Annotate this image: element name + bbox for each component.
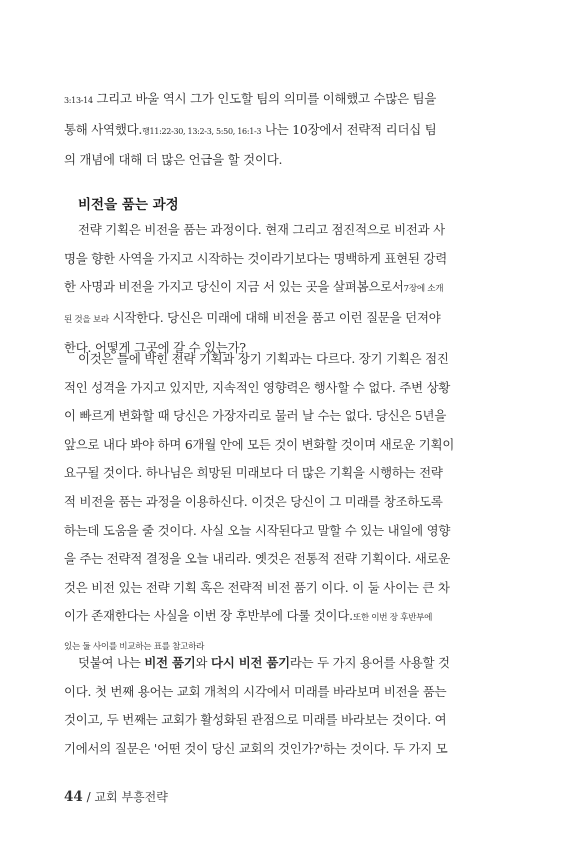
footer-separator: /	[82, 790, 95, 804]
intro-paragraph	[64, 85, 514, 175]
intro-line-1	[64, 85, 514, 116]
intro-text: 통해 사역했다.	[64, 121, 143, 137]
scripture-reference: 행11:22-30, 13:2-3, 5:50, 16:1-3	[142, 126, 262, 136]
paragraph-line	[64, 602, 514, 633]
paragraph-line: 적인 성격을 가지고 있지만, 지속적인 영향력은 행사할 수 없다. 주변 상황	[64, 379, 451, 395]
paragraph-2	[64, 345, 514, 659]
paragraph-text: 시작한다. 당신은 미래에 대해 비전을 품고 이런 질문을 던져야	[108, 309, 441, 325]
page-number: 44	[64, 789, 83, 805]
paragraph-line: 것이고, 두 번째는 교회가 활성화된 관점으로 미래를 바라보는 것이다. 여	[64, 712, 447, 728]
paragraph-line: 요구될 것이다. 하나님은 희망된 미래보다 더 많은 기획을 시행하는 전략	[64, 465, 443, 481]
scripture-reference: 3:13-14	[64, 96, 93, 105]
paragraph-text: 라는 두 가지 용어를 사용할 것	[289, 655, 450, 670]
paragraph-line: 하는데 도움을 줄 것이다. 사실 오늘 시작된다고 말할 수 있는 내일에 영향	[64, 522, 451, 538]
intro-line-3: 의 개념에 대해 더 많은 언급을 할 것이다.	[64, 152, 283, 168]
paragraph-line: 명을 향한 사역을 가지고 시작하는 것이라기보다는 명백하게 표현된 강력	[64, 250, 447, 266]
inline-note: 7장에 소개	[403, 284, 444, 295]
paragraph-line: 것은 비전 있는 전략 기획 혹은 전략적 비전 품기 이다. 이 둘 사이는 큰 차	[64, 579, 450, 595]
paragraph-text: 이가 존재한다는 사실을 이번 장 후반부에 다룰 것이다.	[64, 608, 353, 624]
paragraph-line	[64, 649, 514, 678]
emphasized-term: 다시 비전 품기	[211, 655, 290, 670]
intro-text: 나는 10장에서 전략적 리더십 팀	[261, 121, 437, 137]
intro-line-2	[64, 116, 514, 147]
inline-note: 또한 이번 장 후반부에	[352, 613, 433, 624]
paragraph-line: 전략 기획은 비전을 품는 과정이다. 현재 그리고 점진적으로 비전과 사	[78, 222, 445, 237]
paragraph-line: 이 빠르게 변화할 때 당신은 가장자리로 물러 날 수는 없다. 당신은 5년을	[64, 408, 447, 424]
paragraph-1	[64, 216, 514, 363]
paragraph-line	[64, 304, 514, 335]
inline-note: 있는 둘 사이를 비교하는 표를 참고하라	[64, 641, 205, 652]
paragraph-line: 을 주는 전략적 결정을 오늘 내리라. 옛것은 전통적 전략 기획이다. 새로운	[64, 551, 451, 567]
section-heading: 비전을 품는 과정	[78, 197, 179, 213]
emphasized-term: 비전 품기	[144, 655, 196, 670]
paragraph-text: 한 사명과 비전을 가지고 당신이 지금 서 있는 곳을 살펴봄으로서	[64, 279, 404, 295]
paragraph-line: 기에서의 질문은 '어떤 것이 당신 교회의 것인가?'하는 것이다. 두 가지 모	[64, 740, 448, 756]
paragraph-line: 이다. 첫 번째 용어는 교회 개척의 시각에서 미래를 바라보며 비전을 품는	[64, 683, 447, 699]
paragraph-line	[64, 273, 514, 304]
paragraph-text: 덧붙여 나는	[78, 655, 145, 670]
paragraph-3	[64, 649, 514, 763]
paragraph-line: 이것은 틀에 박힌 전략 기획과 장기 기획과는 다르다. 장기 기획은 점진	[78, 351, 449, 366]
paragraph-line: 앞으로 내다 봐야 하며 6개월 안에 모든 것이 변화할 것이며 새로운 기획이	[64, 436, 455, 452]
book-title: 교회 부흥전략	[94, 790, 168, 804]
inline-note: 된 것을 보라	[64, 314, 109, 325]
paragraph-line: 한다. 어떻게 그곳에 갈 수 있는가?	[64, 340, 246, 356]
paragraph-line: 적 비전을 품는 과정을 이용하신다. 이것은 당신이 그 미래를 창조하도록	[64, 493, 443, 509]
paragraph-text: 와	[195, 655, 212, 670]
intro-text: 그리고 바울 역시 그가 인도할 팀의 의미를 이해했고 수많은 팀을	[92, 91, 437, 106]
page-footer	[64, 788, 168, 805]
